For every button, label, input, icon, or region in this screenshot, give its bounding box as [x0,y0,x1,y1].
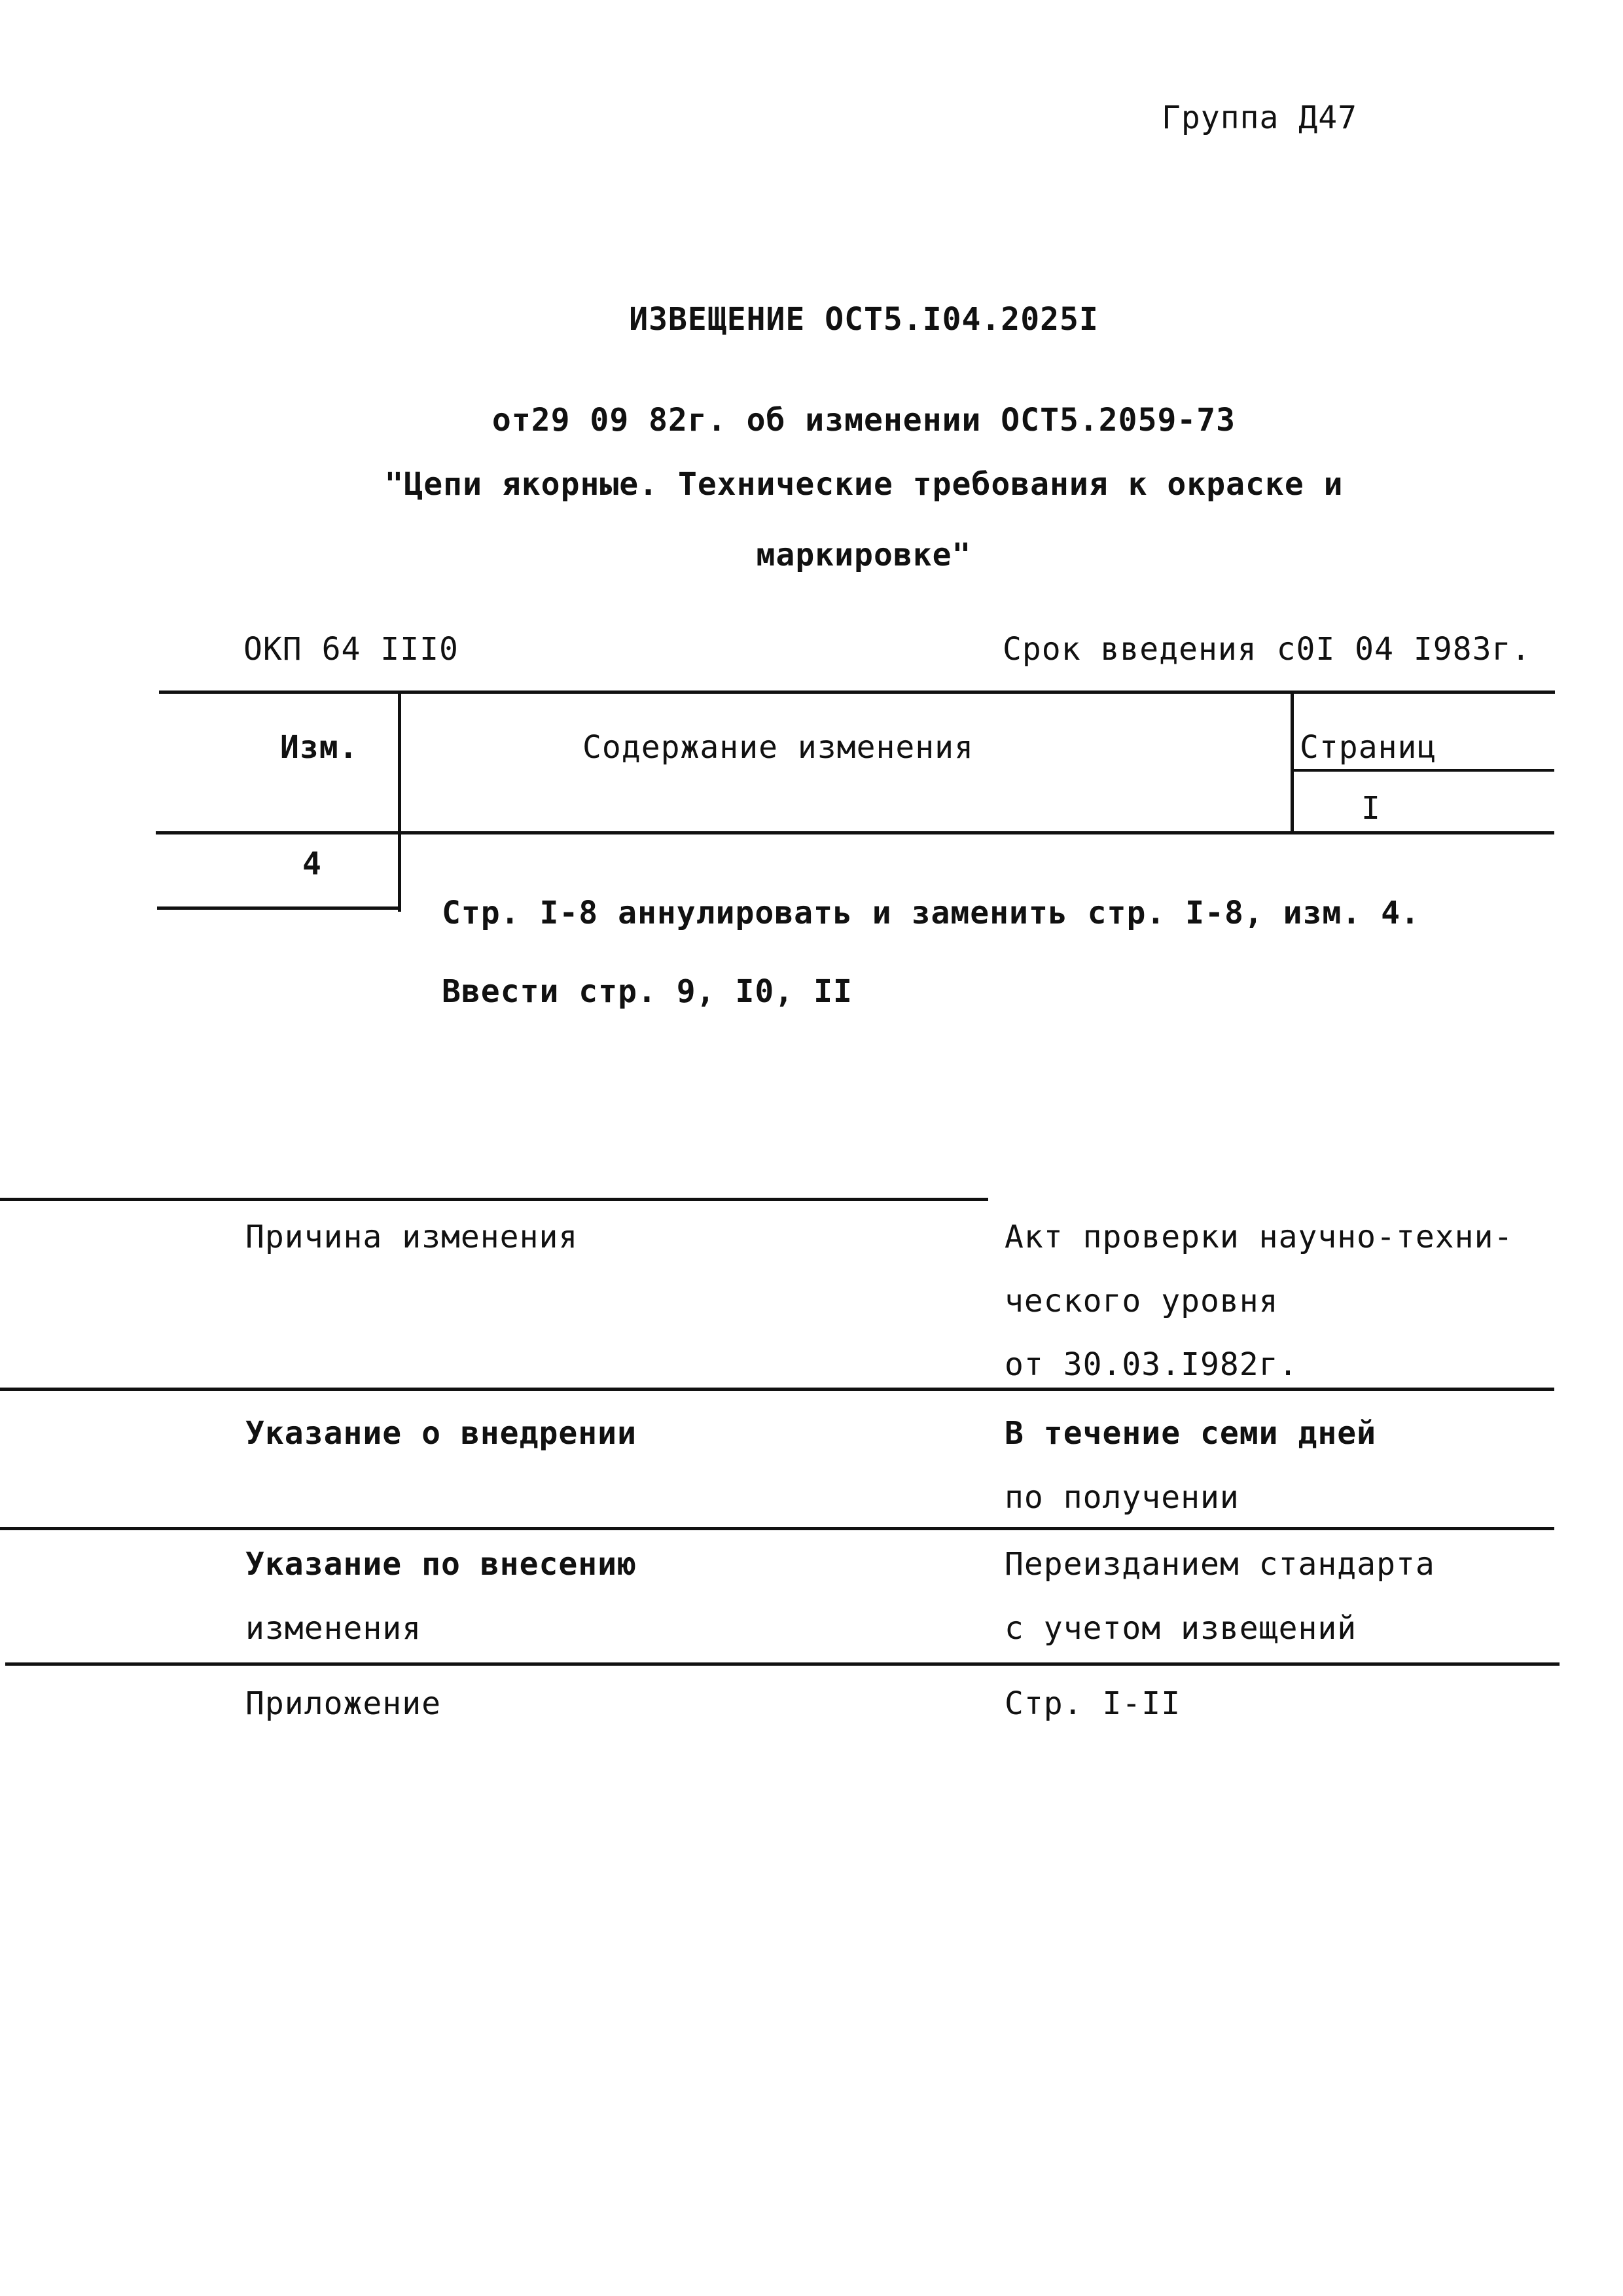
notice-subject-line-1: "Цепи якорные. Технические требования к окраске и [384,466,1344,503]
col-change-header: Изм. [280,729,359,766]
notice-date-line: от29 09 82г. об изменении ОСТ5.2059-73 [491,402,1236,439]
amendment-value-line-2: с учетом извещений [1005,1610,1357,1647]
group-label: Группа Д47 [1162,99,1357,136]
amendment-label-line-1: Указание по внесению [245,1546,637,1583]
change-content-line-1: Стр. I-8 аннулировать и заменить стр. I-8, изм. 4. [442,895,1420,931]
okp-code: ОКП 64 III0 [243,631,459,668]
implementation-value-line-2: по получении [1005,1479,1240,1516]
table-divider-pages [1291,692,1294,833]
table-divider-change [398,692,401,912]
appendix-label: Приложение [245,1685,441,1722]
notice-title: ИЗВЕЩЕНИЕ ОСТ5.I04.2025I [629,301,1099,338]
table-pages-rule [1293,769,1554,772]
change-number: 4 [302,846,322,882]
reason-value-line-1: Акт проверки научно-техни- [1005,1219,1514,1255]
appendix-value: Стр. I-II [1005,1685,1181,1722]
details-rule-2 [0,1527,1554,1530]
col-pages-header: Страниц [1300,729,1437,766]
details-top-rule [0,1198,988,1201]
amendment-label-line-2: изменения [245,1610,422,1647]
table-top-rule [159,691,1555,694]
notice-subject-line-2: маркировке" [756,537,972,573]
effective-date: Срок введения с0I 04 I983г. [1003,631,1531,668]
details-rule-3 [5,1662,1560,1666]
change-content-line-2: Ввести стр. 9, I0, II [442,973,853,1010]
amendment-value-line-1: Переизданием стандарта [1005,1546,1435,1583]
reason-value-line-2: ческого уровня [1005,1283,1279,1319]
reason-value-line-3: от 30.03.I982г. [1005,1346,1298,1383]
col-content-header: Содержание изменения [582,729,974,766]
implementation-value-line-1: В течение семи дней [1005,1415,1377,1452]
pages-value: I [1361,790,1381,827]
table-change-number-rule [157,906,401,910]
details-rule-1 [0,1388,1554,1391]
reason-label: Причина изменения [245,1219,579,1255]
table-header-bottom-rule [156,831,1554,834]
implementation-label: Указание о внедрении [245,1415,637,1452]
